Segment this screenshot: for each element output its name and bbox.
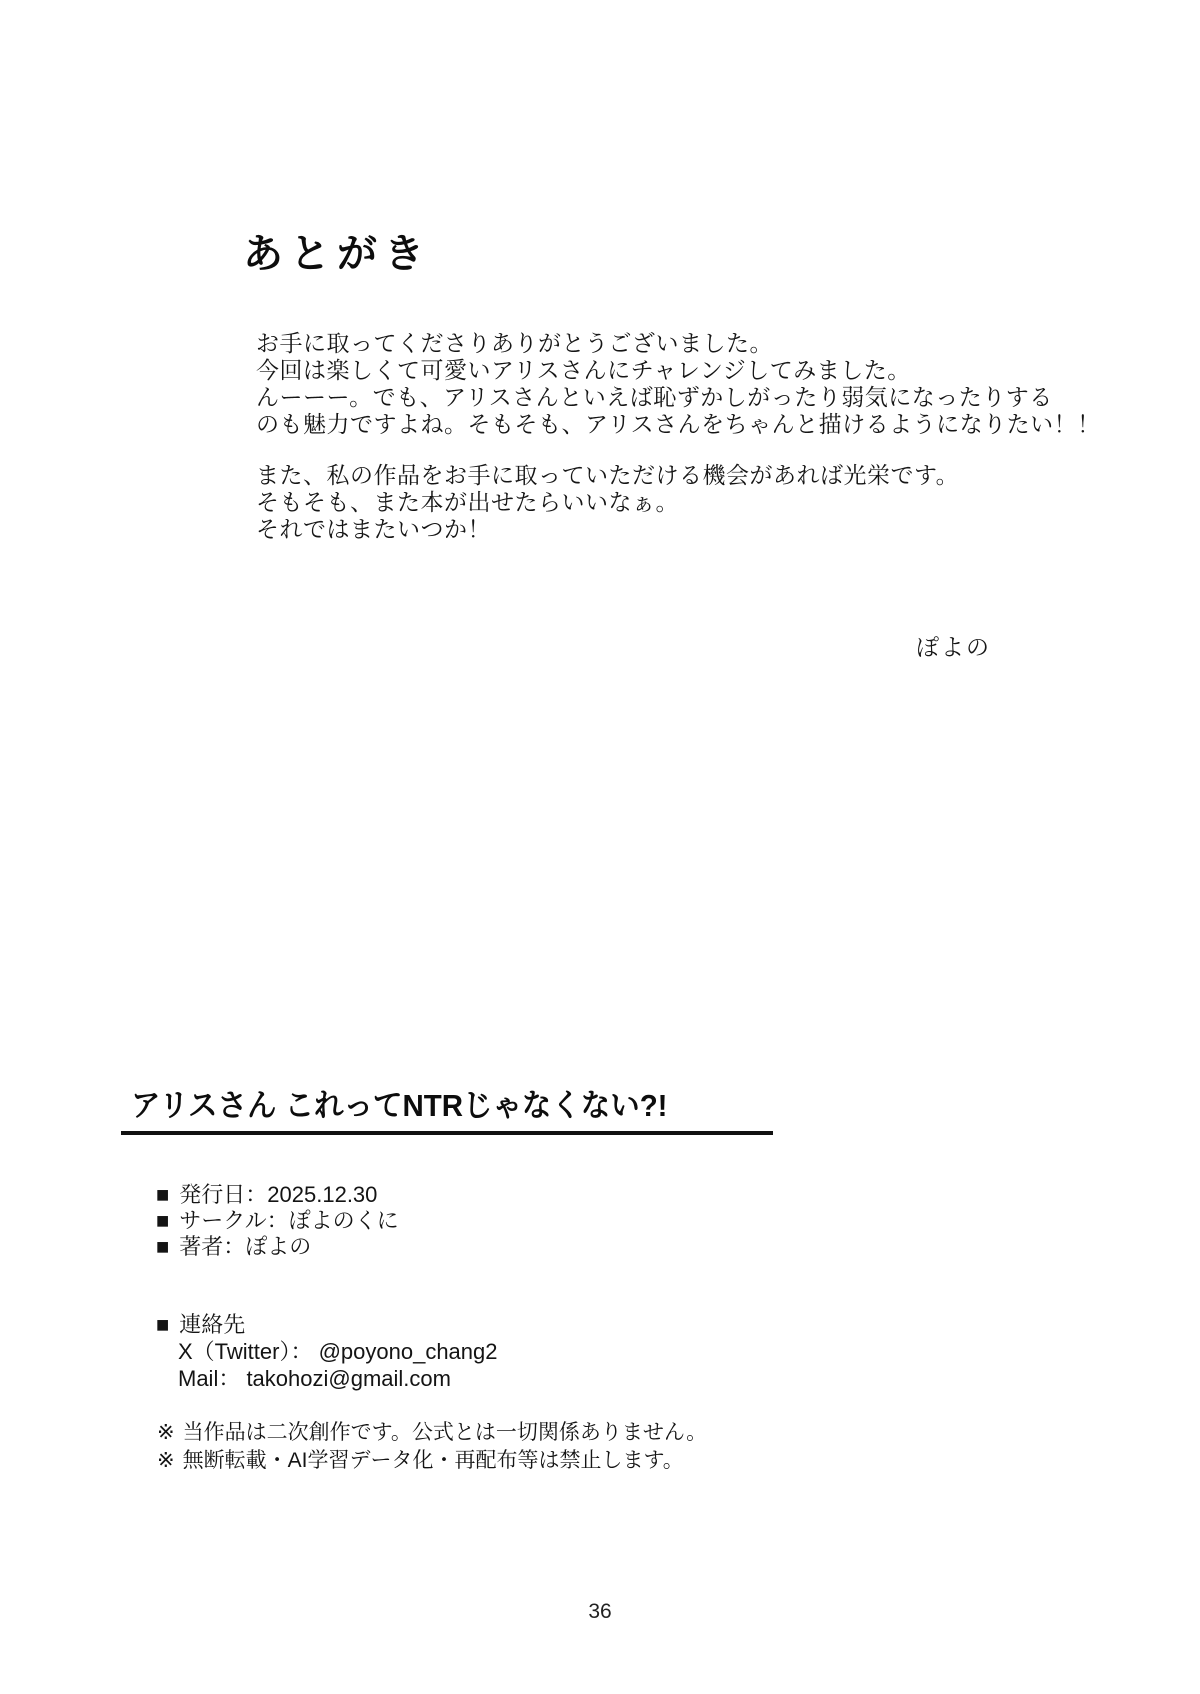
twitter-handle: X（Twitter）： @poyono_chang2 (178, 1339, 498, 1364)
square-bullet-icon: ■ (156, 1182, 170, 1207)
circle-name-line (156, 1208, 399, 1234)
disclaimer-line-2 (157, 1447, 707, 1475)
page-number: 36 (588, 1600, 612, 1623)
afterword-line-1: お手に取ってくださりありがとうございました。 (256, 330, 773, 356)
square-bullet-icon: ■ (156, 1234, 170, 1259)
author-name: 著者：ぽよの (179, 1234, 312, 1259)
contact-heading: 連絡先 (179, 1312, 246, 1337)
publication-date: 発行日：2025.12.30 (179, 1182, 378, 1207)
publication-date-line (156, 1182, 399, 1208)
afterword-paragraph-2 (256, 462, 959, 543)
disclaimer-text-1: 当作品は二次創作です。公式とは一切関係ありません。 (182, 1421, 708, 1444)
disclaimer-line-1 (157, 1419, 707, 1447)
afterword-line-3: んーーー。でも、アリスさんといえば恥ずかしがったり弱気になったりする (256, 384, 1053, 410)
afterword-paragraph-1 (256, 330, 1101, 438)
publication-info (156, 1182, 399, 1260)
book-title: アリスさん これってNTRじゃなくない?! (131, 1088, 668, 1123)
disclaimer-text-2: 無断転載・AI学習データ化・再配布等は禁止します。 (182, 1449, 684, 1472)
reference-mark-icon: ※ (157, 1421, 175, 1444)
afterword-line-4: のも魅力ですよね。そもそも、アリスさんをちゃんと描けるようになりたい！！ (256, 411, 1101, 437)
reference-mark-icon: ※ (157, 1449, 175, 1472)
mail-address: Mail： takohozi@gmail.com (178, 1366, 451, 1391)
title-underline-rule (121, 1131, 773, 1135)
contact-section (156, 1311, 498, 1392)
square-bullet-icon: ■ (156, 1208, 170, 1233)
square-bullet-icon: ■ (156, 1311, 170, 1337)
afterword-line-6: そもそも、また本が出せたらいいなぁ。 (256, 489, 679, 515)
afterword-line-5: また、私の作品をお手に取っていただける機会があれば光栄です。 (256, 462, 960, 488)
afterword-heading: あとがき (243, 232, 431, 276)
afterword-line-7: それではまたいつか！ (256, 516, 491, 542)
contact-heading-line (156, 1311, 498, 1338)
disclaimer-section (157, 1419, 707, 1475)
author-signature: ぽよの (916, 634, 991, 660)
afterword-line-2: 今回は楽しくて可愛いアリスさんにチャレンジしてみました。 (256, 357, 911, 383)
author-name-line (156, 1234, 399, 1260)
circle-name: サークル：ぽよのくに (179, 1208, 399, 1233)
